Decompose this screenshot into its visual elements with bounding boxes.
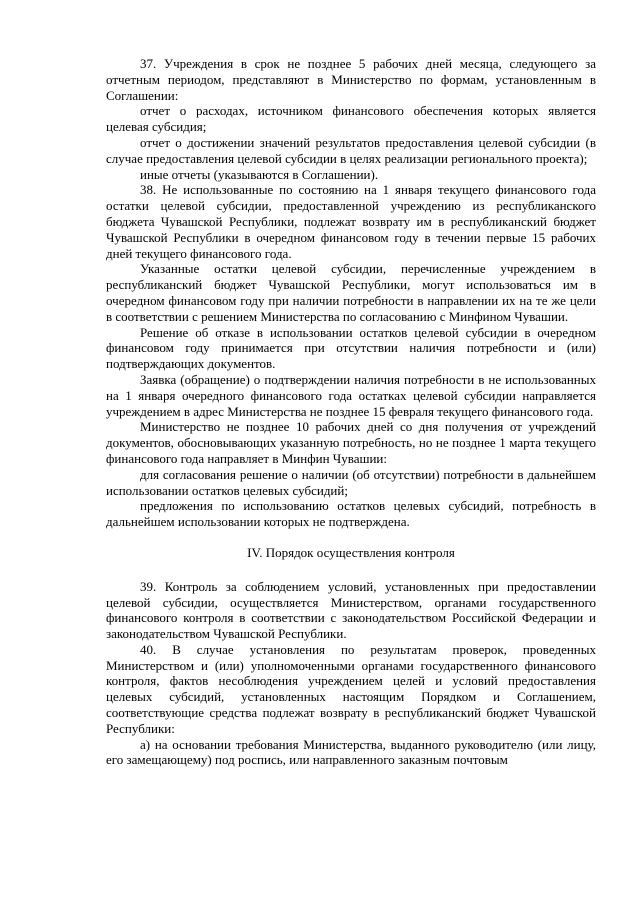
paragraph-expense-report: отчет о расходах, источником финансового обеспечения которых является целевая субсидия;: [106, 103, 596, 135]
paragraph-38: 38. Не использованные по состоянию на 1 января текущего финансового года остатки целевой субсидии, предоставленной учреждению из республиканского бюджета Чувашской Республики, подлежат возврату им в республиканский бюджет Чувашской Республики в очередном финансовом году в течении первые 15 рабочих дней текущего финансового года.: [106, 182, 596, 261]
document-body: [106, 56, 596, 768]
paragraph-37: 37. Учреждения в срок не позднее 5 рабочих дней месяца, следующего за отчетным периодом, представляют в Министерство по формам, установленным в Соглашении:: [106, 56, 596, 103]
paragraph-remainders-use: Указанные остатки целевой субсидии, перечисленные учреждением в республиканский бюджет Чувашской Республики, могут использоваться им в очередном финансовом году при наличии потребности в направлении их на те же цели в соответствии с решением Министерства по согласованию с Минфином Чувашии.: [106, 261, 596, 324]
paragraph-approval-decision: для согласования решение о наличии (об отсутствии) потребности в дальнейшем использовании остатков целевых субсидий;: [106, 466, 596, 498]
paragraph-results-report: отчет о достижении значений результатов предоставления целевой субсидии (в случае предоставления целевой субсидии в целях реализации регионального проекта);: [106, 134, 596, 166]
paragraph-39: 39. Контроль за соблюдением условий, установленных при предоставлении целевой субсидии, осуществляется Министерством, органами государственного финансового контроля в соответствии с законодательством Российской Федерации и законодательством Чувашской Республики.: [106, 578, 596, 642]
section-heading: IV. Порядок осуществления контроля: [247, 544, 455, 560]
paragraph-40-a: а) на основании требования Министерства, выданного руководителю (или лицу, его замещающему) под роспись, или направленного заказным почтовым: [106, 736, 596, 768]
paragraph-other-reports: иные отчеты (указываются в Соглашении).: [140, 166, 379, 182]
paragraph-proposals: предложения по использованию остатков целевых субсидий, потребность в дальнейшем использовании которых не подтверждена.: [106, 498, 596, 530]
paragraph-application: Заявка (обращение) о подтверждении наличия потребности в не использованных на 1 января очередного финансового года остатках целевой субсидии направляется учреждением в адрес Министерства не позднее 15 февраля текущего финансового года.: [106, 371, 596, 419]
paragraph-refusal-decision: Решение об отказе в использовании остатков целевой субсидии в очередном финансовом году принимается при отсутствии наличия потребности и (или) подтверждающих документов.: [106, 324, 596, 372]
paragraph-ministry-deadline: Министерство не позднее 10 рабочих дней со дня получения от учреждений документов, обосновывающих указанную потребность, но не позднее 1 марта текущего финансового года направляет в Минфин Чувашии:: [106, 419, 596, 466]
paragraph-40: 40. В случае установления по результатам проверок, проведенных Министерством и (или) уполномоченными органами государственного финансового контроля, фактов несоблюдения учреждением целей и условий предоставления целевых субсидий, установленных настоящим Порядком и Соглашением, соответствующие средства подлежат возврату в республиканский бюджет Чувашской Республики:: [106, 641, 596, 736]
